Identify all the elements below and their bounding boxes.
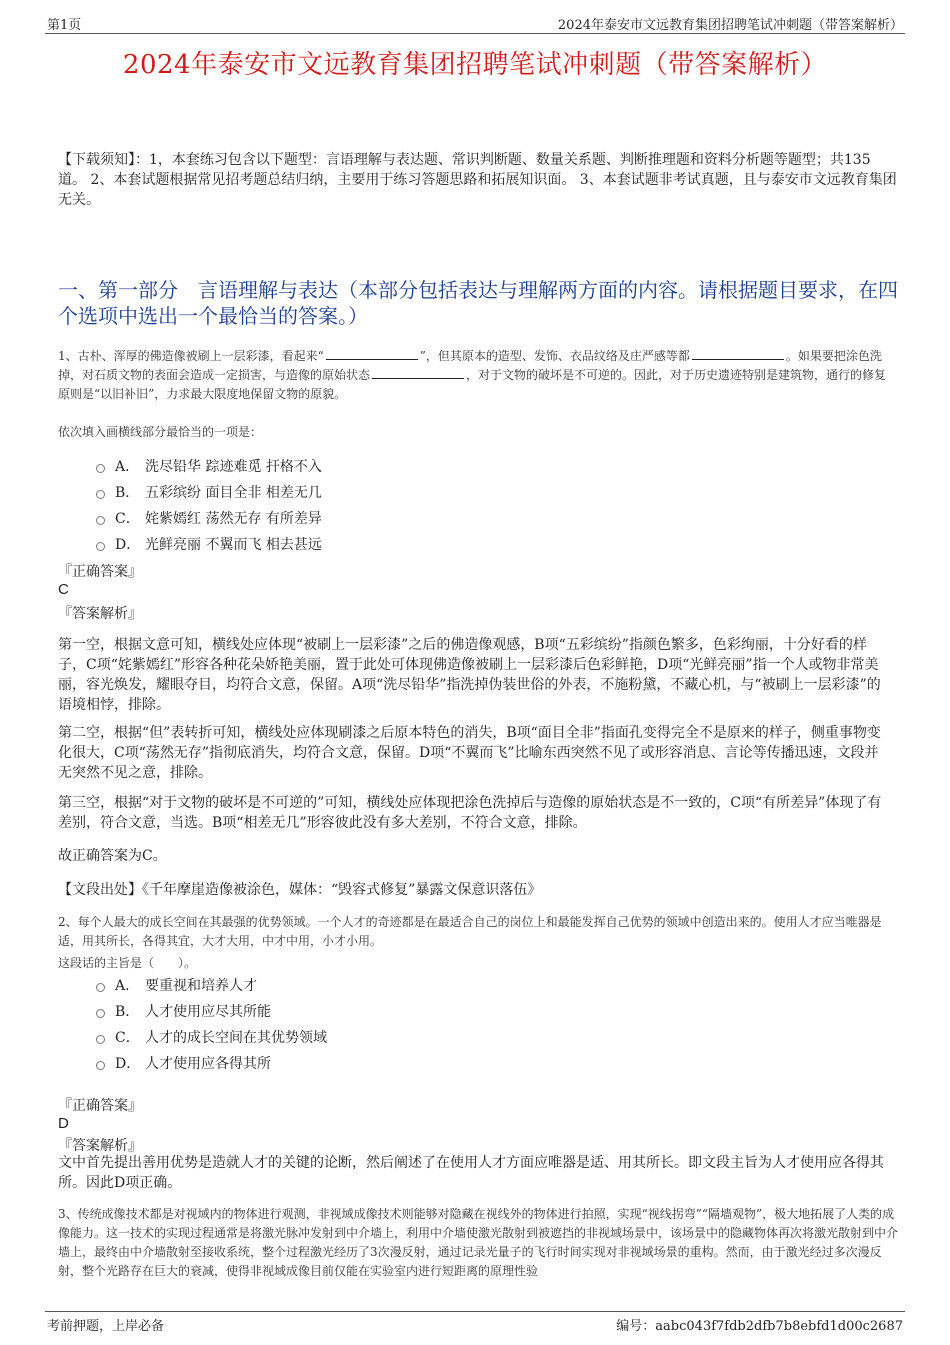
option-letter: C． (115, 1030, 140, 1046)
option-letter: D． (115, 1056, 141, 1072)
download-notice: 【下载须知】：1，本套练习包含以下题型：言语理解与表达题、常识判断题、数量关系题、判断推理题和资料分析题等题型；共135道。 2、本套试题根据常见招考题总结归纳，主要用于练习答题思路和拓展知识面。 3、本套试题非考试真题，且与泰安市文远教育集团无关。 (58, 152, 897, 208)
radio-button[interactable] (96, 983, 105, 992)
footer-divider (45, 1311, 905, 1312)
question-1-options (96, 453, 322, 557)
fill-blank-1 (326, 348, 418, 360)
q1-text-3: 。如果要把涂色洗掉，对石质文物的表面会造成一定损害，与造像的原始状态 (58, 349, 882, 382)
correct-answer-label: 『正确答案』 (58, 564, 142, 580)
q1-text-4: ，对于文物的破坏是不可逆的。因此，对于历史遗迹特别是建筑物，通行的修复原则是“以旧补旧”，力求最大限度地保留文物的原貌。 (58, 368, 887, 401)
analysis-conclusion: 故正确答案为C。 (58, 848, 167, 864)
radio-button[interactable] (96, 1061, 105, 1070)
question-1-stem (58, 347, 898, 404)
option-text: 五彩缤纷 面目全非 相差无几 (145, 485, 322, 501)
q1-text-1: 1、古朴、浑厚的佛造像被刷上一层彩漆，看起来“ (58, 349, 324, 363)
question-2-options (96, 972, 327, 1076)
analysis-label: 『答案解析』 (58, 606, 142, 622)
option-c[interactable] (96, 1024, 327, 1050)
option-letter: B． (115, 485, 140, 501)
option-letter: D． (115, 537, 141, 553)
page-number: 第1页 (47, 18, 82, 33)
correct-answer-label: 『正确答案』 (58, 1098, 142, 1114)
option-text: 光鲜亮丽 不翼而飞 相去甚远 (145, 537, 322, 553)
header-divider (45, 33, 905, 34)
correct-answer: C (58, 581, 69, 598)
page-title: 2024年泰安市文远教育集团招聘笔试冲刺题（带答案解析） (122, 50, 828, 80)
option-a[interactable] (96, 453, 322, 479)
radio-button[interactable] (96, 464, 105, 473)
option-letter: C． (115, 511, 140, 527)
correct-answer: D (58, 1115, 69, 1132)
question-2-stem: 2、每个人最大的成长空间在其最强的优势领域。一个人才的奇迹都是在最适合自己的岗位上和最能发挥自己优势的领域中创造出来的。使用人才应当唯器是适，用其所长，各得其宜，大才大用，中才中用，小才小用。 (58, 915, 882, 948)
question-3-stem: 3、传统成像技术都是对视域内的物体进行观测，非视域成像技术则能够对隐藏在视线外的物体进行拍照，实现“视线拐弯”“隔墙观物”，极大地拓展了人类的成像能力。这一技术的实现过程通常是将激光脉冲发射到中介墙上，利用中介墙使激光散射到被遮挡的非视域场景中，该场景中的隐藏物体再次将激光散射到中介墙上，最终由中介墙散射至接收系统，整个过程激光经历了3次漫反射，通过记录光量子的飞行时间实现对非视域场景的重构。然而，由于激光经过多次漫反射，整个光路存在巨大的衰减，使得非视域成像目前仅能在实验室内进行短距离的原理性验 (58, 1207, 899, 1278)
option-a[interactable] (96, 972, 327, 998)
radio-button[interactable] (96, 490, 105, 499)
option-letter: B． (115, 1004, 140, 1020)
option-c[interactable] (96, 505, 322, 531)
option-d[interactable] (96, 531, 322, 557)
option-b[interactable] (96, 479, 322, 505)
option-text: 人才的成长空间在其优势领域 (145, 1030, 327, 1046)
option-text: 要重视和培养人才 (145, 978, 257, 994)
footer-document-id: 编号：aabc043f7fdb2dfb7b8ebfd1d00c2687 (616, 1319, 903, 1334)
radio-button[interactable] (96, 542, 105, 551)
analysis-paragraph: 文中首先提出善用优势是造就人才的关键的论断，然后阐述了在使用人才方面应唯器是适、用其所长。即文段主旨为人才使用应各得其所。因此D项正确。 (58, 1155, 884, 1191)
text-source: 【文段出处】《千年摩崖造像被涂色，媒体：“毁容式修复”暴露文保意识落伍》 (58, 882, 542, 898)
radio-button[interactable] (96, 1035, 105, 1044)
footer-slogan: 考前押题，上岸必备 (47, 1319, 165, 1334)
analysis-label: 『答案解析』 (58, 1138, 142, 1154)
question-1-prompt: 依次填入画横线部分最恰当的一项是： (58, 425, 263, 439)
option-d[interactable] (96, 1050, 327, 1076)
option-b[interactable] (96, 998, 327, 1024)
option-text: 姹紫嫣红 荡然无存 有所差异 (145, 511, 322, 527)
fill-blank-2 (692, 348, 784, 360)
fill-blank-3 (372, 367, 464, 379)
analysis-paragraph-3: 第三空，根据“对于文物的破坏是不可逆的”可知，横线处应体现把涂色洗掉后与造像的原始状态是不一致的，C项“有所差异”体现了有差别，符合文意，当选。B项“相差无几”形容彼此没有多大差别，不符合文意，排除。 (58, 795, 882, 831)
section-title: 一、第一部分 言语理解与表达（本部分包括表达与理解两方面的内容。请根据题目要求，在四个选项中选出一个最恰当的答案。） (58, 278, 898, 328)
question-2-prompt: 这段话的主旨是（ ）。 (58, 956, 197, 970)
option-text: 人才使用应各得其所 (145, 1056, 271, 1072)
analysis-paragraph-2: 第二空，根据“但”表转折可知，横线处应体现刷漆之后原本特色的消失，B项“面目全非”指面孔变得完全不是原来的样子，侧重事物变化很大，C项“荡然无存”指彻底消失，均符合文意，保留。D项“不翼而飞”比喻东西突然不见了或形容消息、言论等传播迅速，文段并无突然不见之意，排除。 (58, 725, 881, 781)
option-letter: A． (115, 459, 140, 475)
option-letter: A． (115, 978, 140, 994)
radio-button[interactable] (96, 1009, 105, 1018)
option-text: 人才使用应尽其所能 (145, 1004, 271, 1020)
analysis-paragraph-1: 第一空，根据文意可知，横线处应体现“被刷上一层彩漆”之后的佛造像观感，B项“五彩缤纷”指颜色繁多，色彩绚丽，十分好看的样子，C项“姹紫嫣红”形容各种花朵娇艳美丽，置于此处可体现佛造像被刷上一层彩漆后色彩鲜艳，D项“光鲜亮丽”指一个人或物非常美丽，容光焕发，耀眼夺目，均符合文意，保留。A项“洗尽铅华”指洗掉伪装世俗的外表，不施粉黛，不藏心机，与“被刷上一层彩漆”的语境相悖，排除。 (58, 637, 881, 713)
q1-text-2: ”，但其原本的造型、发饰、衣品纹络及庄严感等都 (419, 349, 690, 363)
header-doc-title: 2024年泰安市文远教育集团招聘笔试冲刺题（带答案解析） (557, 18, 903, 33)
option-text: 洗尽铅华 踪迹难觅 扞格不入 (145, 459, 322, 475)
radio-button[interactable] (96, 516, 105, 525)
